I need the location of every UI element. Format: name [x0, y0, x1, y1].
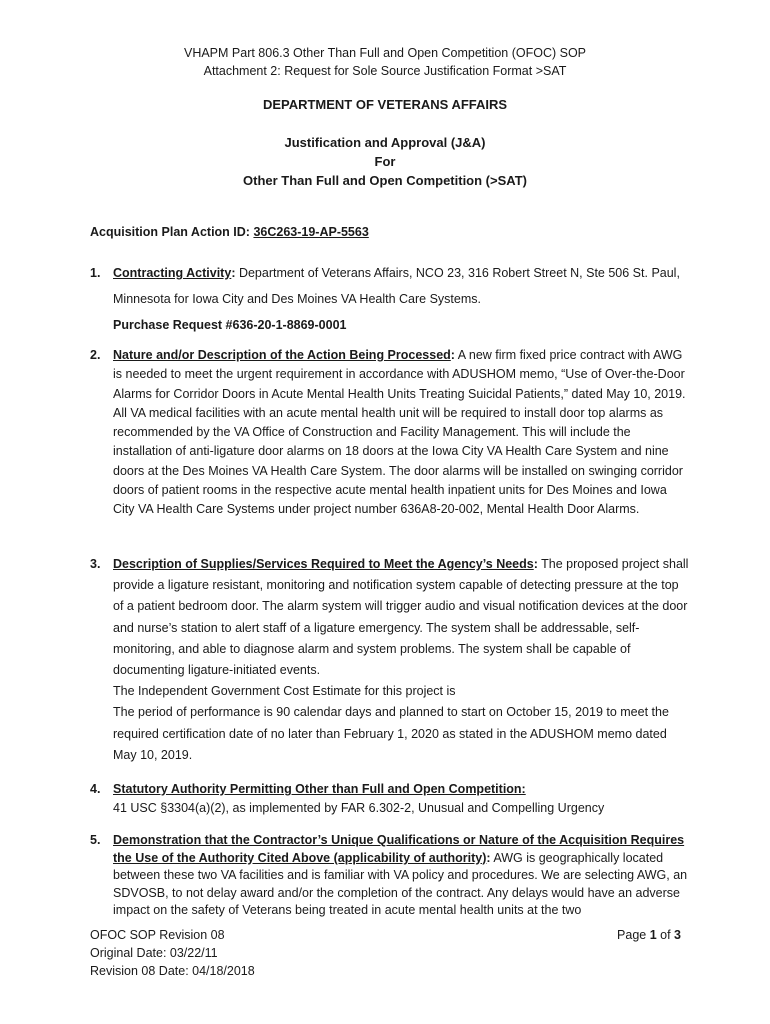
purchase-request: Purchase Request #636-20-1-8869-0001 [113, 318, 347, 332]
section-number: 4. [90, 782, 101, 796]
section-5: 5. Demonstration that the Contractor’s Unique Qualifications or Nature of the Acquisition Requires the Use of the Authority Cited Above (applicability of authority): AWG is geographically located between these two VA facilities and is familiar with VA policy and procedures. We are selecting AWG, an SDVOSB, to not delay award and/or the completion of the contract. Any delays would have an adverse impact on the safety of Veterans being treated in acute mental health units at the two [90, 833, 688, 918]
section-number: 2. [90, 348, 101, 362]
section-2: 2. Nature and/or Description of the Action Being Processed: A new firm fixed price contract with AWG is needed to meet the urgent requirement in accordance with ADUSHOM memo, “Use of Over-the-Door Alarms for Corridor Doors in Acute Mental Health Units Treating Suicidal Patients,” dated May 10, 2019. All VA medical facilities with an acute mental health unit will be required to install door top alarms as recommended by the VA Office of Construction and Facility Management. This will include the installation of anti-ligature door alarms on 18 doors at the Iowa City VA Health Care System and nine doors at the Des Moines VA Health Care System. The door alarms will be installed on swinging corridor doors of patient rooms in the respective acute mental health inpatient units for Des Moines and Iowa City VA Health Care Systems under project number 636A8-20-002, Mental Health Door Alarms. [90, 348, 686, 517]
header-line-1: VHAPM Part 806.3 Other Than Full and Open Competition (OFOC) SOP [183, 46, 587, 60]
acquisition-id-value: 36C263-19-AP-5563 [253, 225, 369, 239]
igce-text: The Independent Government Cost Estimate for this project is [113, 684, 456, 699]
section-text: A new firm fixed price contract with AWG is needed to meet the urgent requirement in accordance with ADUSHOM memo, “Use of Over-the-Door Alarms for Corridor Doors in Acute Mental Health Units Treating Suicidal Patients,” dated May 10, 2019. All VA medical facilities with an acute mental health unit will be required to install door top alarms as recommended by the VA Office of Construction and Facility Management. This will include the installation of anti-ligature door alarms on 18 doors at the Iowa City VA Health Care System and nine doors at the Des Moines VA Health Care System. The door alarms will be installed on swinging corridor doors of patient rooms in the respective acute mental health inpatient units for Des Moines and Iowa City VA Health Care Systems under project number 636A8-20-002, Mental Health Door Alarms. [113, 348, 686, 517]
section-text: AWG is geographically located between these two VA facilities and is familiar with VA policy and procedures. We are selecting AWG, an SDVOSB, to not delay award and/or the completion of the contract. Any delays would have an adverse impact on the safety of Veterans being treated in acute mental health units at the two [113, 850, 688, 918]
acquisition-label: Acquisition Plan Action ID: [90, 225, 254, 239]
footer-revision-info [90, 926, 255, 980]
section-heading: Demonstration that the Contractor’s Unique Qualifications or Nature of the Acquisition Requires the Use of the Authority Cited Above (applicability of authority) [113, 833, 685, 865]
section-number: 3. [90, 557, 101, 571]
header-line-2: Attachment 2: Request for Sole Source Justification Format >SAT [203, 64, 567, 78]
for-title: For [374, 154, 396, 169]
section-heading: Nature and/or Description of the Action Being Processed [113, 348, 451, 362]
page-total: 3 [674, 928, 681, 942]
footer-original-date: Original Date: 03/22/11 [90, 946, 218, 960]
page-current: 1 [649, 928, 657, 942]
section-4 [90, 780, 690, 818]
footer-revision-date: Revision 08 Date: 04/18/2018 [90, 964, 255, 978]
department-title: DEPARTMENT OF VETERANS AFFAIRS [262, 97, 508, 112]
section-heading: Description of Supplies/Services Required to Meet the Agency’s Needs [113, 557, 534, 571]
competition-title: Other Than Full and Open Competition (>SAT) [243, 173, 527, 188]
ja-title: Justification and Approval (J&A) [284, 135, 486, 150]
section-text: The proposed project shall provide a ligature resistant, monitoring and notification system capable of detecting pressure at the top of a patient bedroom door. The alarm system will trigger audio and visual notification devices at the door and nurse’s station to alert staff of a ligature emergency. The system shall be addressable, self-monitoring, and able to diagnose alarm and system problems. The system shall be capable of documenting ligature-initiated events. [113, 557, 689, 678]
footer-revision: OFOC SOP Revision 08 [90, 928, 225, 942]
section-heading: Statutory Authority Permitting Other than Full and Open Competition: [113, 782, 526, 796]
section-heading: Contracting Activity [113, 266, 232, 280]
period-text: The period of performance is 90 calendar days and planned to start on October 15, 2019 to meet the required certification date of no later than February 1, 2020 as stated in the ADUSHOM memo dated May 10, 2019. [113, 705, 669, 762]
page-number: Page 1 of 3 [617, 928, 681, 942]
section-1: 1. Contracting Activity: Department of Veterans Affairs, NCO 23, 316 Robert Street N, Ste 506 St. Paul, Minnesota for Iowa City and Des Moines VA Health Care Systems. Purchase Request #636-20-1-8869-0001 [90, 260, 690, 338]
section-text: Department of Veterans Affairs, NCO 23, 316 Robert Street N, Ste 506 St. Paul, [235, 266, 680, 280]
acquisition-plan-id [90, 225, 369, 239]
section-number: 5. [90, 833, 101, 847]
section-3: 3. Description of Supplies/Services Required to Meet the Agency’s Needs: The proposed project shall provide a ligature resistant, monitoring and notification system capable of detecting pressure at the top of a patient bedroom door. The alarm system will trigger audio and visual notification devices at the door and nurse’s station to alert staff of a ligature emergency. The system shall be addressable, self-monitoring, and able to diagnose alarm and system problems. The system shall be capable of documenting ligature-initiated events. The Independent Government Cost Estimate for this project is The period of performance is 90 calendar days and planned to start on October 15, 2019 to meet the required certification date of no later than February 1, 2020 as stated in the ADUSHOM memo dated May 10, 2019. [90, 554, 690, 766]
section-number: 1. [90, 266, 101, 280]
section-text: 41 USC §3304(a)(2), as implemented by FAR 6.302-2, Unusual and Compelling Urgency [113, 801, 605, 815]
section-text-line2: Minnesota for Iowa City and Des Moines VA Health Care Systems. [113, 292, 481, 306]
